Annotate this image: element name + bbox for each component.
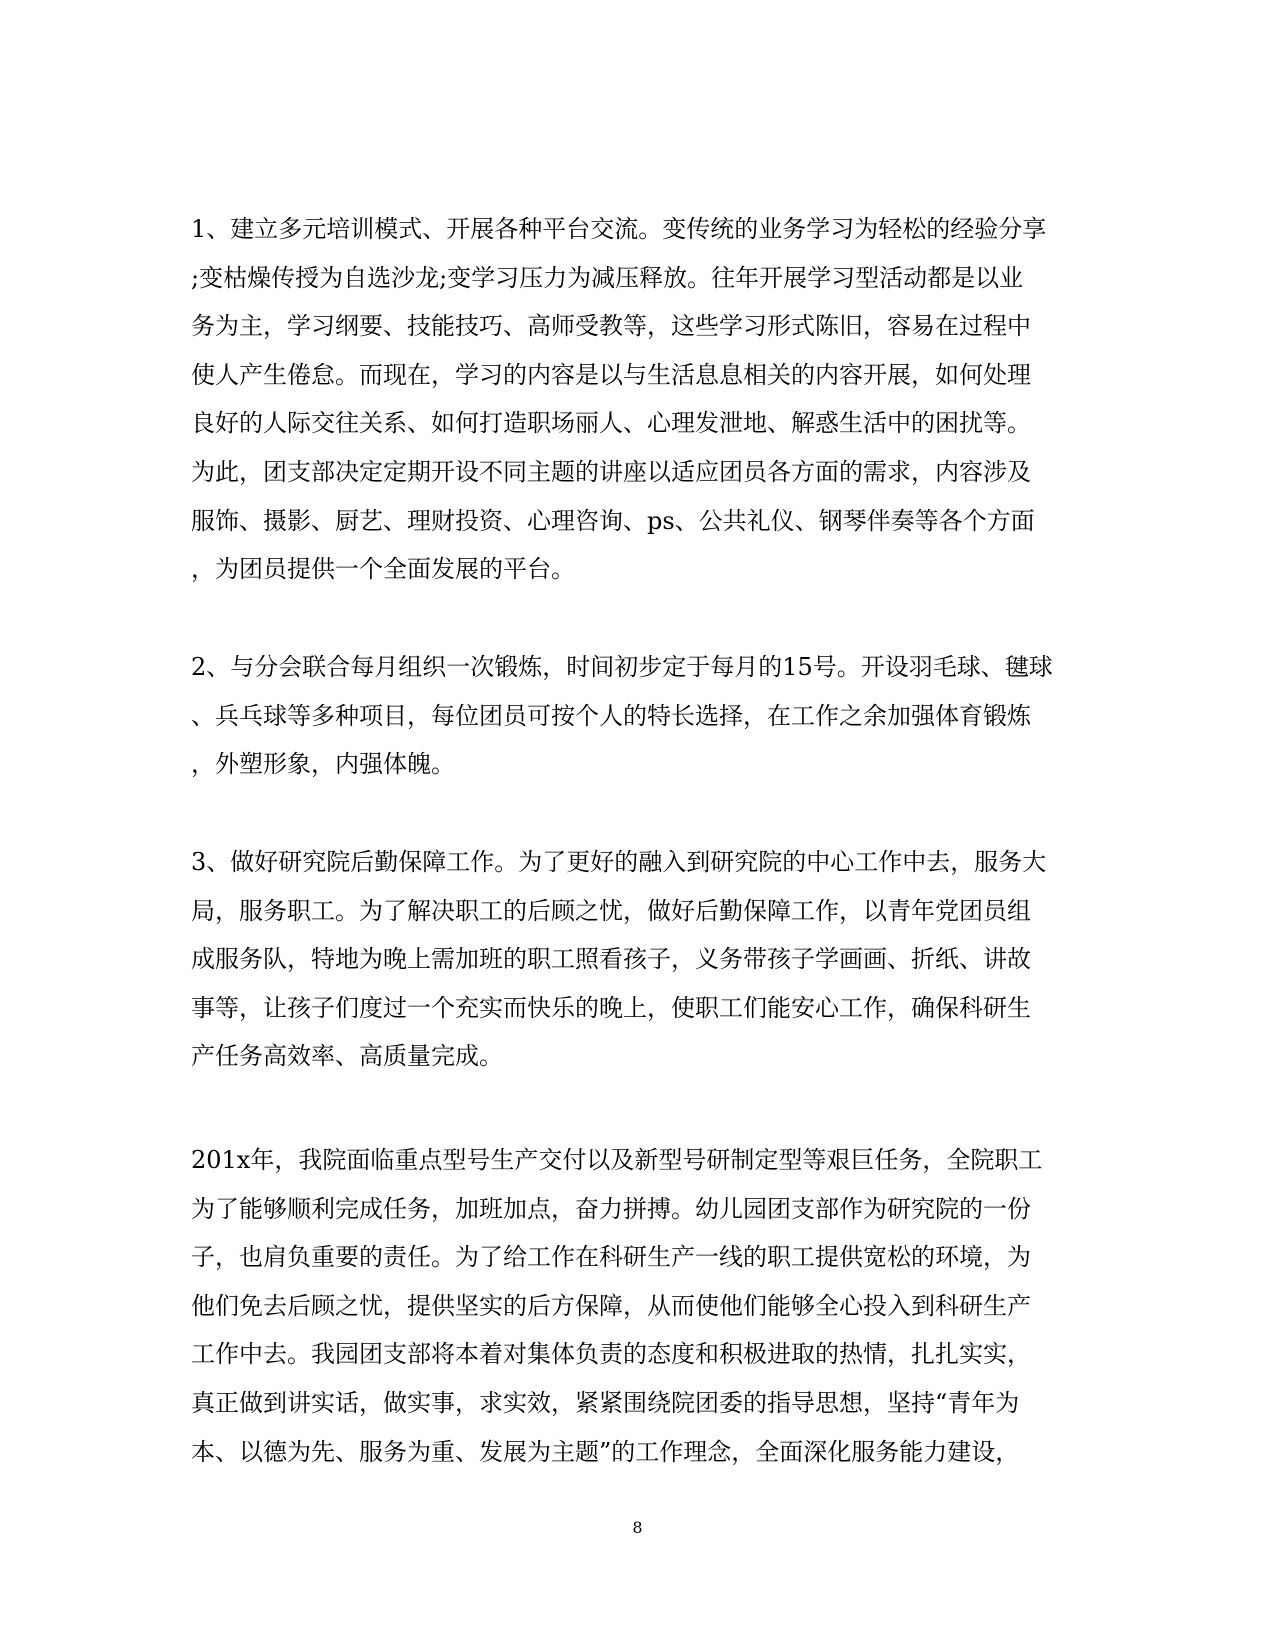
paragraph-line: 1、建立多元培训模式、开展各种平台交流。变传统的业务学习为轻松的经验分享 [191,215,1047,243]
paragraph-line: 务为主，学习纲要、技能技巧、高师受教等，这些学习形式陈旧，容易在过程中 [191,312,1031,341]
paragraph-line: 良好的人际交往关系、如何打造职场丽人、心理发泄地、解惑生活中的困扰等。 [191,409,1031,438]
paragraph-line: 事等，让孩子们度过一个充实而快乐的晚上，使职工们能安心工作，确保科研生 [191,993,1031,1022]
paragraph-line: 为此，团支部决定定期开设不同主题的讲座以适应团员各方面的需求，内容涉及 [191,457,1031,486]
paragraph-line: ;变枯燥传授为自选沙龙;变学习压力为减压释放。往年开展学习型活动都是以业 [191,263,1024,292]
paragraph-line: 201x年，我院面临重点型号生产交付以及新型号研制定型等艰巨任务，全院职工 [191,1146,1043,1174]
paragraph-3 [191,838,1087,1081]
paragraph-4 [191,1136,1087,1476]
paragraph-line: 产任务高效率、高质量完成。 [191,1042,503,1071]
paragraph-line: 为了能够顺利完成任务，加班加点，奋力拼搏。幼儿园团支部作为研究院的一份 [191,1194,1031,1223]
paragraph-2 [191,643,1087,789]
paragraph-line: 2、与分会联合每月组织一次锻炼，时间初步定于每月的15号。开设羽毛球、毽球 [191,653,1053,681]
paragraph-line: ，外塑形象，内强体魄。 [191,750,455,779]
paragraph-line: 局，服务职工。为了解决职工的后顾之忧，做好后勤保障工作，以青年党团员组 [191,896,1031,925]
paragraph-line: 成服务队，特地为晚上需加班的职工照看孩子，义务带孩子学画画、折纸、讲故 [191,945,1031,974]
paragraph-line: 3、做好研究院后勤保障工作。为了更好的融入到研究院的中心工作中去，服务大 [191,848,1047,876]
paragraph-line: 使人产生倦怠。而现在，学习的内容是以与生活息息相关的内容开展，如何处理 [191,360,1031,389]
paragraph-line: 本、以德为先、服务为重、发展为主题”的工作理念，全面深化服务能力建设， [191,1437,1020,1466]
paragraph-line: ，为团员提供一个全面发展的平台。 [191,555,575,584]
paragraph-line: 真正做到讲实话，做实事，求实效，紧紧围绕院团委的指导思想，坚持“青年为 [191,1388,1020,1417]
paragraph-line: 他们免去后顾之忧，提供坚实的后方保障，从而使他们能够全心投入到科研生产 [191,1291,1031,1320]
paragraph-line: 、兵乓球等多种项目，每位团员可按个人的特长选择，在工作之余加强体育锻炼 [191,701,1031,730]
paragraph-1 [191,205,1087,594]
paragraph-line: 子，也肩负重要的责任。为了给工作在科研生产一线的职工提供宽松的环境，为 [191,1243,1031,1272]
paragraph-line: 工作中去。我园团支部将本着对集体负责的态度和积极进取的热情，扎扎实实， [191,1340,1031,1369]
paragraph-line: 服饰、摄影、厨艺、理财投资、心理咨询、ps、公共礼仪、钢琴伴奏等各个方面 [191,506,1035,535]
page-number: 8 [632,1518,643,1537]
